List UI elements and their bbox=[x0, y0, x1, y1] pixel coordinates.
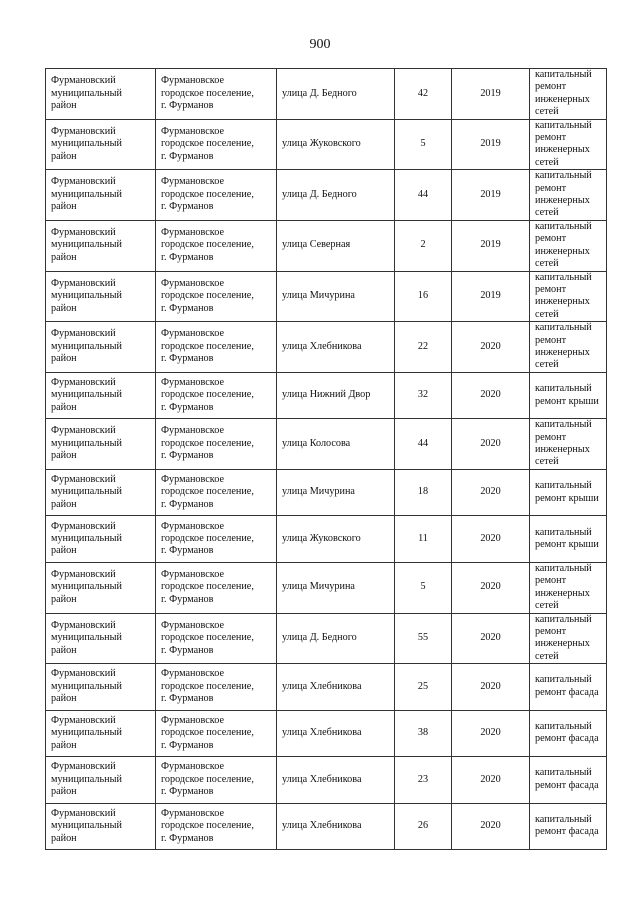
work-type-cell: капитальный ремонт крыши bbox=[530, 372, 607, 419]
settlement-cell: Фурмановское городское поселение, г. Фурманов bbox=[156, 220, 277, 271]
street-cell: улица Северная bbox=[277, 220, 395, 271]
table-row bbox=[46, 664, 607, 711]
work-type-cell: капитальный ремонт инженерных сетей bbox=[530, 69, 607, 120]
settlement-cell: Фурмановское городское поселение, г. Фурманов bbox=[156, 803, 277, 850]
year-cell: 2020 bbox=[452, 322, 530, 373]
district-cell: Фурмановский муниципальный район bbox=[46, 69, 156, 120]
street-cell: улица Хлебникова bbox=[277, 664, 395, 711]
district-cell: Фурмановский муниципальный район bbox=[46, 469, 156, 516]
house-number-cell: 44 bbox=[395, 419, 452, 470]
street-cell: улица Д. Бедного bbox=[277, 170, 395, 221]
table-row bbox=[46, 562, 607, 613]
table-row bbox=[46, 170, 607, 221]
house-number-cell: 32 bbox=[395, 372, 452, 419]
year-cell: 2020 bbox=[452, 372, 530, 419]
district-cell: Фурмановский муниципальный район bbox=[46, 119, 156, 170]
district-cell: Фурмановский муниципальный район bbox=[46, 419, 156, 470]
street-cell: улица Хлебникова bbox=[277, 710, 395, 757]
work-type-cell: капитальный ремонт инженерных сетей bbox=[530, 271, 607, 322]
work-type-cell: капитальный ремонт инженерных сетей bbox=[530, 119, 607, 170]
year-cell: 2020 bbox=[452, 710, 530, 757]
table-row bbox=[46, 803, 607, 850]
work-type-cell: капитальный ремонт фасада bbox=[530, 664, 607, 711]
house-number-cell: 16 bbox=[395, 271, 452, 322]
settlement-cell: Фурмановское городское поселение, г. Фурманов bbox=[156, 469, 277, 516]
page-number: 900 bbox=[309, 37, 331, 52]
settlement-cell: Фурмановское городское поселение, г. Фурманов bbox=[156, 69, 277, 120]
settlement-cell: Фурмановское городское поселение, г. Фурманов bbox=[156, 516, 277, 563]
street-cell: улица Жуковского bbox=[277, 119, 395, 170]
table-row bbox=[46, 757, 607, 804]
table-row bbox=[46, 613, 607, 664]
table-row bbox=[46, 710, 607, 757]
district-cell: Фурмановский муниципальный район bbox=[46, 271, 156, 322]
street-cell: улица Нижний Двор bbox=[277, 372, 395, 419]
settlement-cell: Фурмановское городское поселение, г. Фурманов bbox=[156, 372, 277, 419]
year-cell: 2020 bbox=[452, 562, 530, 613]
house-number-cell: 55 bbox=[395, 613, 452, 664]
table-row bbox=[46, 516, 607, 563]
work-type-cell: капитальный ремонт крыши bbox=[530, 469, 607, 516]
street-cell: улица Хлебникова bbox=[277, 322, 395, 373]
year-cell: 2020 bbox=[452, 469, 530, 516]
house-number-cell: 26 bbox=[395, 803, 452, 850]
district-cell: Фурмановский муниципальный район bbox=[46, 710, 156, 757]
work-type-cell: капитальный ремонт инженерных сетей bbox=[530, 220, 607, 271]
table-row bbox=[46, 372, 607, 419]
street-cell: улица Мичурина bbox=[277, 562, 395, 613]
house-number-cell: 38 bbox=[395, 710, 452, 757]
street-cell: улица Д. Бедного bbox=[277, 69, 395, 120]
district-cell: Фурмановский муниципальный район bbox=[46, 757, 156, 804]
work-type-cell: капитальный ремонт крыши bbox=[530, 516, 607, 563]
year-cell: 2020 bbox=[452, 757, 530, 804]
work-type-cell: капитальный ремонт инженерных сетей bbox=[530, 322, 607, 373]
table-row bbox=[46, 419, 607, 470]
settlement-cell: Фурмановское городское поселение, г. Фурманов bbox=[156, 322, 277, 373]
district-cell: Фурмановский муниципальный район bbox=[46, 220, 156, 271]
year-cell: 2019 bbox=[452, 69, 530, 120]
table-row bbox=[46, 469, 607, 516]
settlement-cell: Фурмановское городское поселение, г. Фурманов bbox=[156, 710, 277, 757]
year-cell: 2019 bbox=[452, 271, 530, 322]
street-cell: улица Жуковского bbox=[277, 516, 395, 563]
street-cell: улица Колосова bbox=[277, 419, 395, 470]
table-row bbox=[46, 220, 607, 271]
table-row bbox=[46, 119, 607, 170]
year-cell: 2020 bbox=[452, 516, 530, 563]
work-type-cell: капитальный ремонт фасада bbox=[530, 803, 607, 850]
year-cell: 2019 bbox=[452, 170, 530, 221]
settlement-cell: Фурмановское городское поселение, г. Фурманов bbox=[156, 562, 277, 613]
district-cell: Фурмановский муниципальный район bbox=[46, 170, 156, 221]
settlement-cell: Фурмановское городское поселение, г. Фурманов bbox=[156, 664, 277, 711]
year-cell: 2020 bbox=[452, 664, 530, 711]
house-number-cell: 25 bbox=[395, 664, 452, 711]
street-cell: улица Мичурина bbox=[277, 271, 395, 322]
street-cell: улица Мичурина bbox=[277, 469, 395, 516]
district-cell: Фурмановский муниципальный район bbox=[46, 562, 156, 613]
year-cell: 2019 bbox=[452, 119, 530, 170]
year-cell: 2020 bbox=[452, 803, 530, 850]
work-type-cell: капитальный ремонт фасада bbox=[530, 710, 607, 757]
settlement-cell: Фурмановское городское поселение, г. Фурманов bbox=[156, 757, 277, 804]
settlement-cell: Фурмановское городское поселение, г. Фурманов bbox=[156, 613, 277, 664]
house-number-cell: 5 bbox=[395, 119, 452, 170]
district-cell: Фурмановский муниципальный район bbox=[46, 664, 156, 711]
settlement-cell: Фурмановское городское поселение, г. Фурманов bbox=[156, 170, 277, 221]
house-number-cell: 5 bbox=[395, 562, 452, 613]
house-number-cell: 44 bbox=[395, 170, 452, 221]
table-row bbox=[46, 271, 607, 322]
repair-schedule-table bbox=[45, 68, 607, 850]
street-cell: улица Хлебникова bbox=[277, 803, 395, 850]
house-number-cell: 22 bbox=[395, 322, 452, 373]
house-number-cell: 42 bbox=[395, 69, 452, 120]
district-cell: Фурмановский муниципальный район bbox=[46, 516, 156, 563]
house-number-cell: 23 bbox=[395, 757, 452, 804]
table-row bbox=[46, 69, 607, 120]
settlement-cell: Фурмановское городское поселение, г. Фурманов bbox=[156, 419, 277, 470]
settlement-cell: Фурмановское городское поселение, г. Фурманов bbox=[156, 271, 277, 322]
work-type-cell: капитальный ремонт инженерных сетей bbox=[530, 419, 607, 470]
house-number-cell: 11 bbox=[395, 516, 452, 563]
work-type-cell: капитальный ремонт инженерных сетей bbox=[530, 613, 607, 664]
district-cell: Фурмановский муниципальный район bbox=[46, 613, 156, 664]
street-cell: улица Хлебникова bbox=[277, 757, 395, 804]
district-cell: Фурмановский муниципальный район bbox=[46, 322, 156, 373]
settlement-cell: Фурмановское городское поселение, г. Фурманов bbox=[156, 119, 277, 170]
work-type-cell: капитальный ремонт инженерных сетей bbox=[530, 170, 607, 221]
table-row bbox=[46, 322, 607, 373]
house-number-cell: 18 bbox=[395, 469, 452, 516]
street-cell: улица Д. Бедного bbox=[277, 613, 395, 664]
district-cell: Фурмановский муниципальный район bbox=[46, 803, 156, 850]
year-cell: 2020 bbox=[452, 419, 530, 470]
year-cell: 2019 bbox=[452, 220, 530, 271]
table-body bbox=[46, 69, 607, 850]
district-cell: Фурмановский муниципальный район bbox=[46, 372, 156, 419]
house-number-cell: 2 bbox=[395, 220, 452, 271]
work-type-cell: капитальный ремонт инженерных сетей bbox=[530, 562, 607, 613]
year-cell: 2020 bbox=[452, 613, 530, 664]
work-type-cell: капитальный ремонт фасада bbox=[530, 757, 607, 804]
